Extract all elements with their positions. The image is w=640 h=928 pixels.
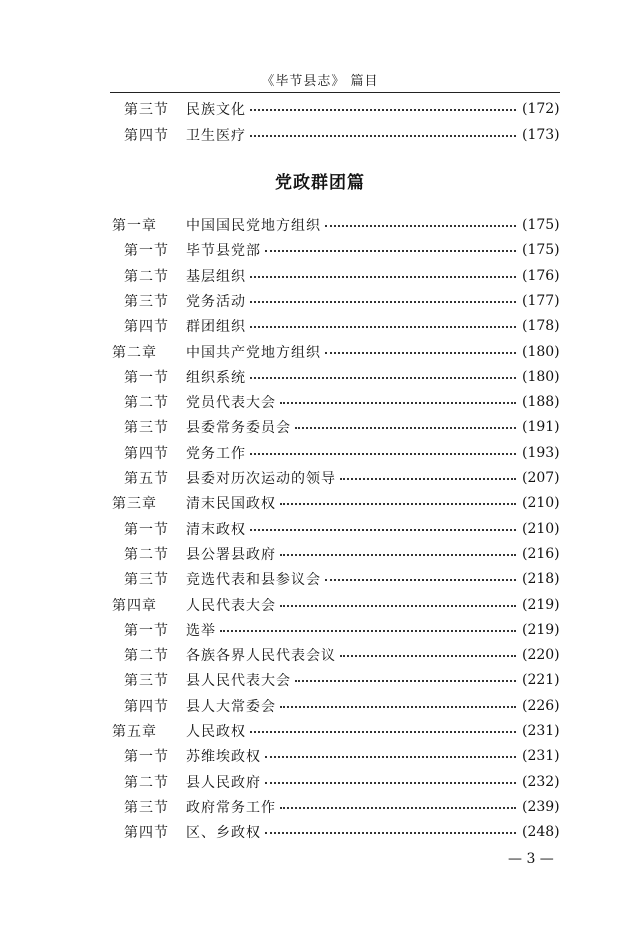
dot-leader [340, 478, 516, 480]
toc-section-row [0, 313, 640, 338]
dot-leader [265, 832, 516, 834]
toc-entry-page: (226) [522, 697, 560, 714]
toc-entry-title: 民族文化 [186, 101, 246, 118]
toc-section-row [0, 288, 640, 313]
toc-entry-number: 第三节 [124, 293, 169, 310]
dot-leader [250, 377, 516, 379]
toc-entry-title: 县人民代表大会 [186, 672, 291, 689]
toc-entry-number: 第二节 [124, 268, 169, 285]
toc-entry-title-line [186, 99, 516, 119]
toc-entry-number: 第一节 [124, 521, 169, 538]
toc-section-row [0, 263, 640, 288]
toc-chapter-row [0, 339, 640, 364]
toc-entry-title-line [186, 595, 516, 615]
toc-entry-title: 竞选代表和县参议会 [186, 571, 321, 588]
dot-leader [340, 655, 516, 657]
toc-entry-page: (180) [522, 368, 560, 385]
toc-section-row [0, 516, 640, 541]
toc-entry-page: (210) [522, 520, 560, 537]
toc-section-row [0, 743, 640, 768]
toc-entry-title-line [186, 266, 516, 286]
toc-section-row [0, 465, 640, 490]
toc-entry-number: 第二节 [124, 774, 169, 791]
toc-entry-title: 县人大常委会 [186, 698, 276, 715]
toc-entry-page: (219) [522, 596, 560, 613]
toc-entry-title-line [186, 215, 516, 235]
toc-section-row [0, 642, 640, 667]
toc-entry-page: (175) [522, 216, 560, 233]
toc-entry-number: 第四节 [124, 445, 169, 462]
toc-entry-number: 第一章 [112, 217, 157, 234]
toc-entry-page: (231) [522, 747, 560, 764]
toc-entry-number: 第一节 [124, 748, 169, 765]
toc-entry-title-line [186, 291, 516, 311]
toc-entry-title: 人民代表大会 [186, 597, 276, 614]
toc-entry-title: 苏维埃政权 [186, 748, 261, 765]
page-number: — 3 — [508, 851, 554, 867]
toc-entry-page: (219) [522, 621, 560, 638]
toc-entry-title-line [186, 721, 516, 741]
toc-entry-title: 基层组织 [186, 268, 246, 285]
dot-leader [220, 630, 516, 632]
toc-entry-number: 第二节 [124, 647, 169, 664]
toc-section-row [0, 440, 640, 465]
toc-entry-page: (175) [522, 241, 560, 258]
toc-section-row [0, 414, 640, 439]
dot-leader [250, 326, 516, 328]
toc-entry-title-line [186, 367, 516, 387]
toc-entry-page: (176) [522, 267, 560, 284]
toc-entry-page: (239) [522, 798, 560, 815]
dot-leader [295, 427, 516, 429]
toc-entry-title-line [186, 772, 516, 792]
dot-leader [250, 529, 516, 531]
toc-entry-page: (248) [522, 823, 560, 840]
toc-entry-title-line [186, 620, 516, 640]
toc-entry-number: 第五节 [124, 470, 169, 487]
dot-leader [265, 250, 516, 252]
toc-entry-title: 组织系统 [186, 369, 246, 386]
toc-section-row [0, 541, 640, 566]
toc-entry-number: 第二节 [124, 394, 169, 411]
dot-leader [250, 276, 516, 278]
dot-leader [250, 453, 516, 455]
toc-entry-title: 党务活动 [186, 293, 246, 310]
toc-section-row [0, 237, 640, 262]
section-title: 党政群团篇 [275, 173, 365, 193]
toc-entry-title-line [186, 544, 516, 564]
toc-chapter-row [0, 718, 640, 743]
dot-leader [280, 402, 516, 404]
toc-entry-number: 第三节 [124, 571, 169, 588]
dot-leader [265, 756, 516, 758]
toc-entry-title-line [186, 670, 516, 690]
toc-entry-title: 清末政权 [186, 521, 246, 538]
toc-entry-page: (172) [522, 100, 560, 117]
dot-leader [325, 352, 516, 354]
toc-entry-number: 第三节 [124, 672, 169, 689]
header-rule [110, 92, 560, 93]
dot-leader [250, 301, 516, 303]
toc-entry-number: 第四节 [124, 824, 169, 841]
toc-entry-title: 县委常务委员会 [186, 419, 291, 436]
toc-entry-title: 党务工作 [186, 445, 246, 462]
toc-entry-title: 县委对历次运动的领导 [186, 470, 336, 487]
toc-entry-title: 人民政权 [186, 723, 246, 740]
toc-entry-title-line [186, 468, 516, 488]
toc-entry-title-line [186, 392, 516, 412]
dot-leader [280, 605, 516, 607]
toc-entry-number: 第三章 [112, 495, 157, 512]
toc-entry-page: (191) [522, 418, 560, 435]
toc-entry-title: 县公署县政府 [186, 546, 276, 563]
toc-entry-title: 清末民国政权 [186, 495, 276, 512]
toc-entry-title-line [186, 240, 516, 260]
toc-entry-title-line [186, 822, 516, 842]
toc-entry-title: 毕节县党部 [186, 242, 261, 259]
toc-section-row [0, 389, 640, 414]
toc-section-row [0, 566, 640, 591]
toc-section-row [0, 96, 640, 121]
toc-chapter-row [0, 592, 640, 617]
dot-leader [325, 579, 516, 581]
toc-entry-title-line [186, 493, 516, 513]
toc-entry-title-line [186, 645, 516, 665]
toc-chapter-row [0, 212, 640, 237]
toc-entry-title-line [186, 417, 516, 437]
toc-entry-title: 政府常务工作 [186, 799, 276, 816]
dot-leader [280, 807, 516, 809]
toc-section-row [0, 693, 640, 718]
toc-section-row [0, 364, 640, 389]
toc-entry-page: (232) [522, 773, 560, 790]
toc-entry-number: 第三节 [124, 419, 169, 436]
toc-entry-page: (207) [522, 469, 560, 486]
dot-leader [265, 782, 516, 784]
toc-entry-title: 各族各界人民代表会议 [186, 647, 336, 664]
toc-entry-number: 第五章 [112, 723, 157, 740]
toc-entry-title-line [186, 342, 516, 362]
toc-entry-number: 第四节 [124, 318, 169, 335]
toc-entry-title-line [186, 443, 516, 463]
toc-entry-number: 第一节 [124, 369, 169, 386]
toc-entry-page: (177) [522, 292, 560, 309]
dot-leader [280, 554, 516, 556]
dot-leader [325, 225, 516, 227]
toc-entry-number: 第三节 [124, 799, 169, 816]
toc-entry-number: 第三节 [124, 101, 169, 118]
toc-entry-title: 选举 [186, 622, 216, 639]
toc-entry-title: 区、乡政权 [186, 824, 261, 841]
dot-leader [280, 706, 516, 708]
toc-entry-number: 第一节 [124, 242, 169, 259]
toc-entry-page: (173) [522, 126, 560, 143]
dot-leader [250, 731, 516, 733]
dot-leader [250, 135, 516, 137]
toc-chapter-row [0, 490, 640, 515]
toc-entry-title-line [186, 696, 516, 716]
toc-section-row [0, 667, 640, 692]
toc-entry-number: 第一节 [124, 622, 169, 639]
toc-entry-page: (220) [522, 646, 560, 663]
toc-entry-page: (180) [522, 343, 560, 360]
toc-entry-number: 第二节 [124, 546, 169, 563]
toc-section-row [0, 769, 640, 794]
toc-entry-title-line [186, 316, 516, 336]
toc-entry-title-line [186, 569, 516, 589]
toc-section-row [0, 122, 640, 147]
toc-entry-page: (178) [522, 317, 560, 334]
toc-entry-page: (218) [522, 570, 560, 587]
dot-leader [250, 109, 516, 111]
toc-entry-title-line [186, 125, 516, 145]
toc-section-row [0, 819, 640, 844]
toc-entry-page: (210) [522, 494, 560, 511]
dot-leader [280, 503, 516, 505]
toc-entry-title: 卫生医疗 [186, 127, 246, 144]
toc-entry-title: 群团组织 [186, 318, 246, 335]
toc-section-row [0, 617, 640, 642]
toc-section-row [0, 794, 640, 819]
toc-entry-title-line [186, 519, 516, 539]
toc-entry-number: 第二章 [112, 344, 157, 361]
dot-leader [295, 680, 516, 682]
toc-entry-title: 县人民政府 [186, 774, 261, 791]
toc-entry-title-line [186, 797, 516, 817]
toc-entry-number: 第四章 [112, 597, 157, 614]
toc-entry-title: 中国国民党地方组织 [186, 217, 321, 234]
toc-entry-page: (221) [522, 671, 560, 688]
toc-entry-title: 党员代表大会 [186, 394, 276, 411]
toc-entry-page: (216) [522, 545, 560, 562]
toc-entry-page: (193) [522, 444, 560, 461]
toc-entry-title: 中国共产党地方组织 [186, 344, 321, 361]
toc-entry-page: (231) [522, 722, 560, 739]
toc-entry-number: 第四节 [124, 127, 169, 144]
toc-entry-page: (188) [522, 393, 560, 410]
toc-entry-title-line [186, 746, 516, 766]
running-header: 《毕节县志》 篇目 [261, 74, 379, 89]
toc-entry-number: 第四节 [124, 698, 169, 715]
